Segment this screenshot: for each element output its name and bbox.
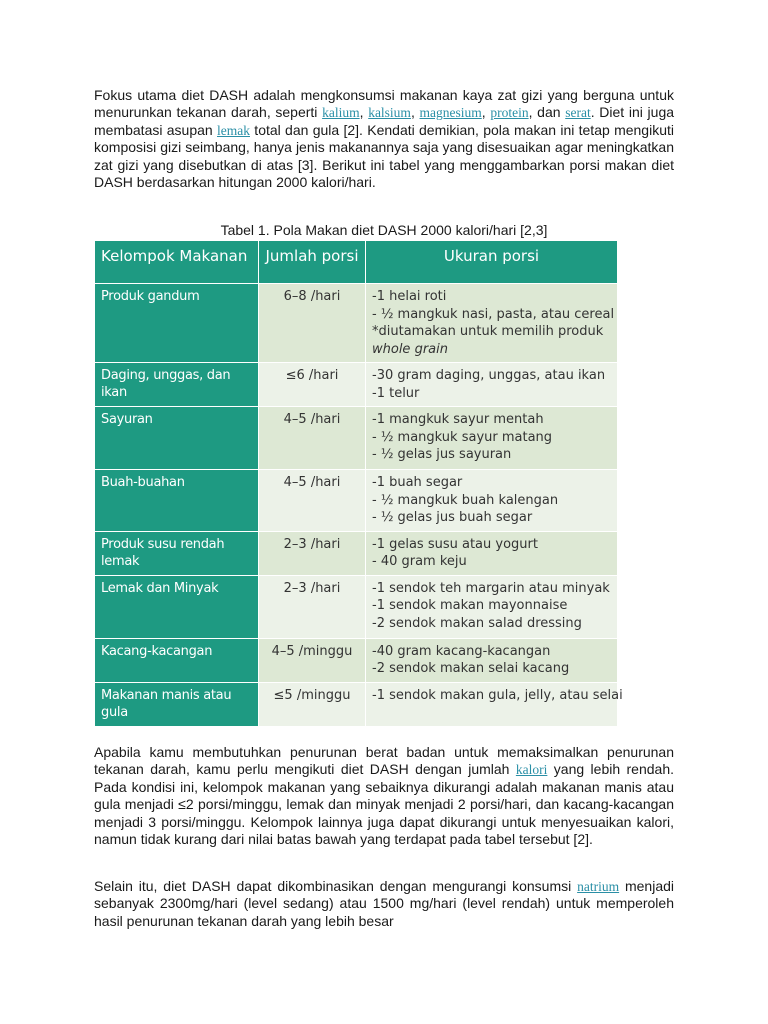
- table-row: [95, 407, 618, 470]
- link-kalsium[interactable]: kalsium: [368, 105, 411, 121]
- ukuran-line: -1 mangkuk sayur mentah: [372, 412, 544, 427]
- ukuran-line: - 40 gram keju: [372, 554, 467, 569]
- cell-jumlah: ≤5 /minggu: [259, 682, 366, 726]
- link-lemak[interactable]: lemak: [217, 122, 250, 138]
- para3-text-2: menjadi sebanyak 2300mg/hari (level sedang) atau 1500 mg/hari (level rendah) untuk memperoleh hasil penurunan tekanan darah yang lebih besar: [94, 878, 674, 929]
- cell-jumlah: 2–3 /hari: [259, 575, 366, 638]
- cell-ukuran: [366, 638, 618, 682]
- dash-diet-table: [94, 240, 623, 727]
- ukuran-line: - ½ mangkuk nasi, pasta, atau cereal: [372, 306, 615, 322]
- cell-kelompok: Produk susu rendah lemak: [95, 531, 259, 575]
- table-row: [95, 531, 618, 575]
- ukuran-line: -1 gelas susu atau yogurt: [372, 536, 538, 552]
- intro-sep-2: ,: [410, 104, 420, 121]
- cell-jumlah: 2–3 /hari: [259, 531, 366, 575]
- ukuran-line: -1 sendok teh margarin atau minyak: [372, 580, 610, 596]
- cell-kelompok: Kacang-kacangan: [95, 638, 259, 682]
- intro-text-4: total dan gula [2]. Kendati demikian, pola makan ini tetap mengikuti komposisi gizi seimbang, hanya jenis makanannya saja yang disesuaikan agar meningkatkan zat gizi yang disebutkan di atas [3]. Berikut ini tabel yang menggambarkan porsi makan diet DASH berdasarkan hitungan 2000 kalori/hari.: [94, 121, 674, 191]
- cell-kelompok: Buah-buahan: [95, 470, 259, 532]
- table-header-row: [95, 241, 618, 284]
- cell-jumlah: 4–5 /minggu: [259, 638, 366, 682]
- table-row: [95, 470, 618, 532]
- ukuran-line: whole grain: [372, 341, 448, 357]
- table-row: [95, 575, 618, 638]
- ukuran-line: -1 helai roti: [372, 289, 447, 304]
- intro-paragraph: [94, 87, 674, 191]
- table-row: [95, 363, 618, 407]
- ukuran-line: - ½ gelas jus buah segar: [372, 510, 533, 525]
- weight-loss-paragraph: [94, 744, 674, 848]
- header-kelompok: Kelompok Makanan: [95, 241, 259, 284]
- intro-text-2: , dan: [528, 104, 566, 121]
- ukuran-line: -1 buah segar: [372, 475, 463, 490]
- para2-text-1: Apabila kamu membutuhkan penurunan berat badan untuk memaksimalkan penurunan tekanan darah, kamu perlu mengikuti diet DASH dengan jumlah: [94, 744, 674, 778]
- cell-jumlah: 6–8 /hari: [259, 284, 366, 363]
- cell-jumlah: 4–5 /hari: [259, 470, 366, 532]
- cell-ukuran: [366, 682, 623, 726]
- cell-kelompok: Daging, unggas, dan ikan: [95, 363, 259, 407]
- ukuran-line: -1 sendok makan gula, jelly, atau selai: [372, 687, 623, 703]
- intro-sep-3: ,: [481, 104, 491, 121]
- cell-kelompok: Makanan manis atau gula: [95, 682, 259, 726]
- ukuran-line: - ½ mangkuk sayur matang: [372, 429, 553, 445]
- cell-ukuran: [366, 363, 618, 407]
- para2-text-2: yang lebih rendah. Pada kondisi ini, kelompok makanan yang sebaiknya dikurangi adalah makanan manis atau gula menjadi ≤2 porsi/minggu, lemak dan minyak menjadi 2 porsi/hari, dan kacang-kacangan menjadi 3 porsi/minggu. Kelompok lainnya juga dapat dikurangi untuk menyesuaikan kalori, namun tidak kurang dari nilai batas bawah yang terdapat pada tabel tersebut [2].: [94, 761, 675, 848]
- link-protein[interactable]: protein: [490, 105, 529, 121]
- ukuran-line: *diutamakan untuk memilih produk: [372, 324, 604, 339]
- para3-text-1: Selain itu, diet DASH dapat dikombinasikan dengan mengurangi konsumsi: [94, 878, 578, 894]
- ukuran-line: -1 telur: [372, 385, 420, 401]
- link-kalori[interactable]: kalori: [515, 762, 548, 778]
- intro-text-1: Fokus utama diet DASH adalah mengkonsumsi makanan kaya zat gizi yang berguna untuk menurunkan tekanan darah, seperti: [94, 87, 674, 121]
- intro-sep-1: ,: [359, 104, 369, 121]
- header-jumlah: Jumlah porsi: [259, 241, 366, 284]
- cell-kelompok: Lemak dan Minyak: [95, 575, 259, 638]
- sodium-paragraph: [94, 878, 674, 930]
- ukuran-line: -1 sendok makan mayonnaise: [372, 598, 568, 613]
- cell-ukuran: [366, 575, 618, 638]
- cell-jumlah: ≤6 /hari: [259, 363, 366, 407]
- ukuran-line: - ½ mangkuk buah kalengan: [372, 492, 559, 508]
- link-kalium[interactable]: kalium: [322, 105, 360, 121]
- link-natrium[interactable]: natrium: [577, 879, 620, 894]
- ukuran-line: - ½ gelas jus sayuran: [372, 447, 512, 462]
- ukuran-line: -40 gram kacang-kacangan: [372, 643, 551, 659]
- header-ukuran: Ukuran porsi: [366, 241, 618, 284]
- table-row: [95, 284, 618, 363]
- cell-ukuran: [366, 284, 618, 363]
- intro-text-3: . Diet ini juga membatasi asupan: [94, 104, 675, 138]
- cell-ukuran: [366, 470, 618, 532]
- cell-jumlah: 4–5 /hari: [259, 407, 366, 470]
- link-serat[interactable]: serat: [565, 105, 591, 121]
- table-caption: Tabel 1. Pola Makan diet DASH 2000 kalori/hari [2,3]: [220, 222, 548, 238]
- cell-ukuran: [366, 531, 618, 575]
- cell-kelompok: Sayuran: [95, 407, 259, 470]
- ukuran-line: -30 gram daging, unggas, atau ikan: [372, 368, 606, 383]
- ukuran-line: -2 sendok makan salad dressing: [372, 615, 582, 631]
- table-row: [95, 638, 618, 682]
- cell-ukuran: [366, 407, 618, 470]
- ukuran-line: -2 sendok makan selai kacang: [372, 661, 570, 676]
- link-magnesium[interactable]: magnesium: [419, 105, 482, 121]
- table-row: [95, 682, 618, 726]
- cell-kelompok: Produk gandum: [95, 284, 259, 363]
